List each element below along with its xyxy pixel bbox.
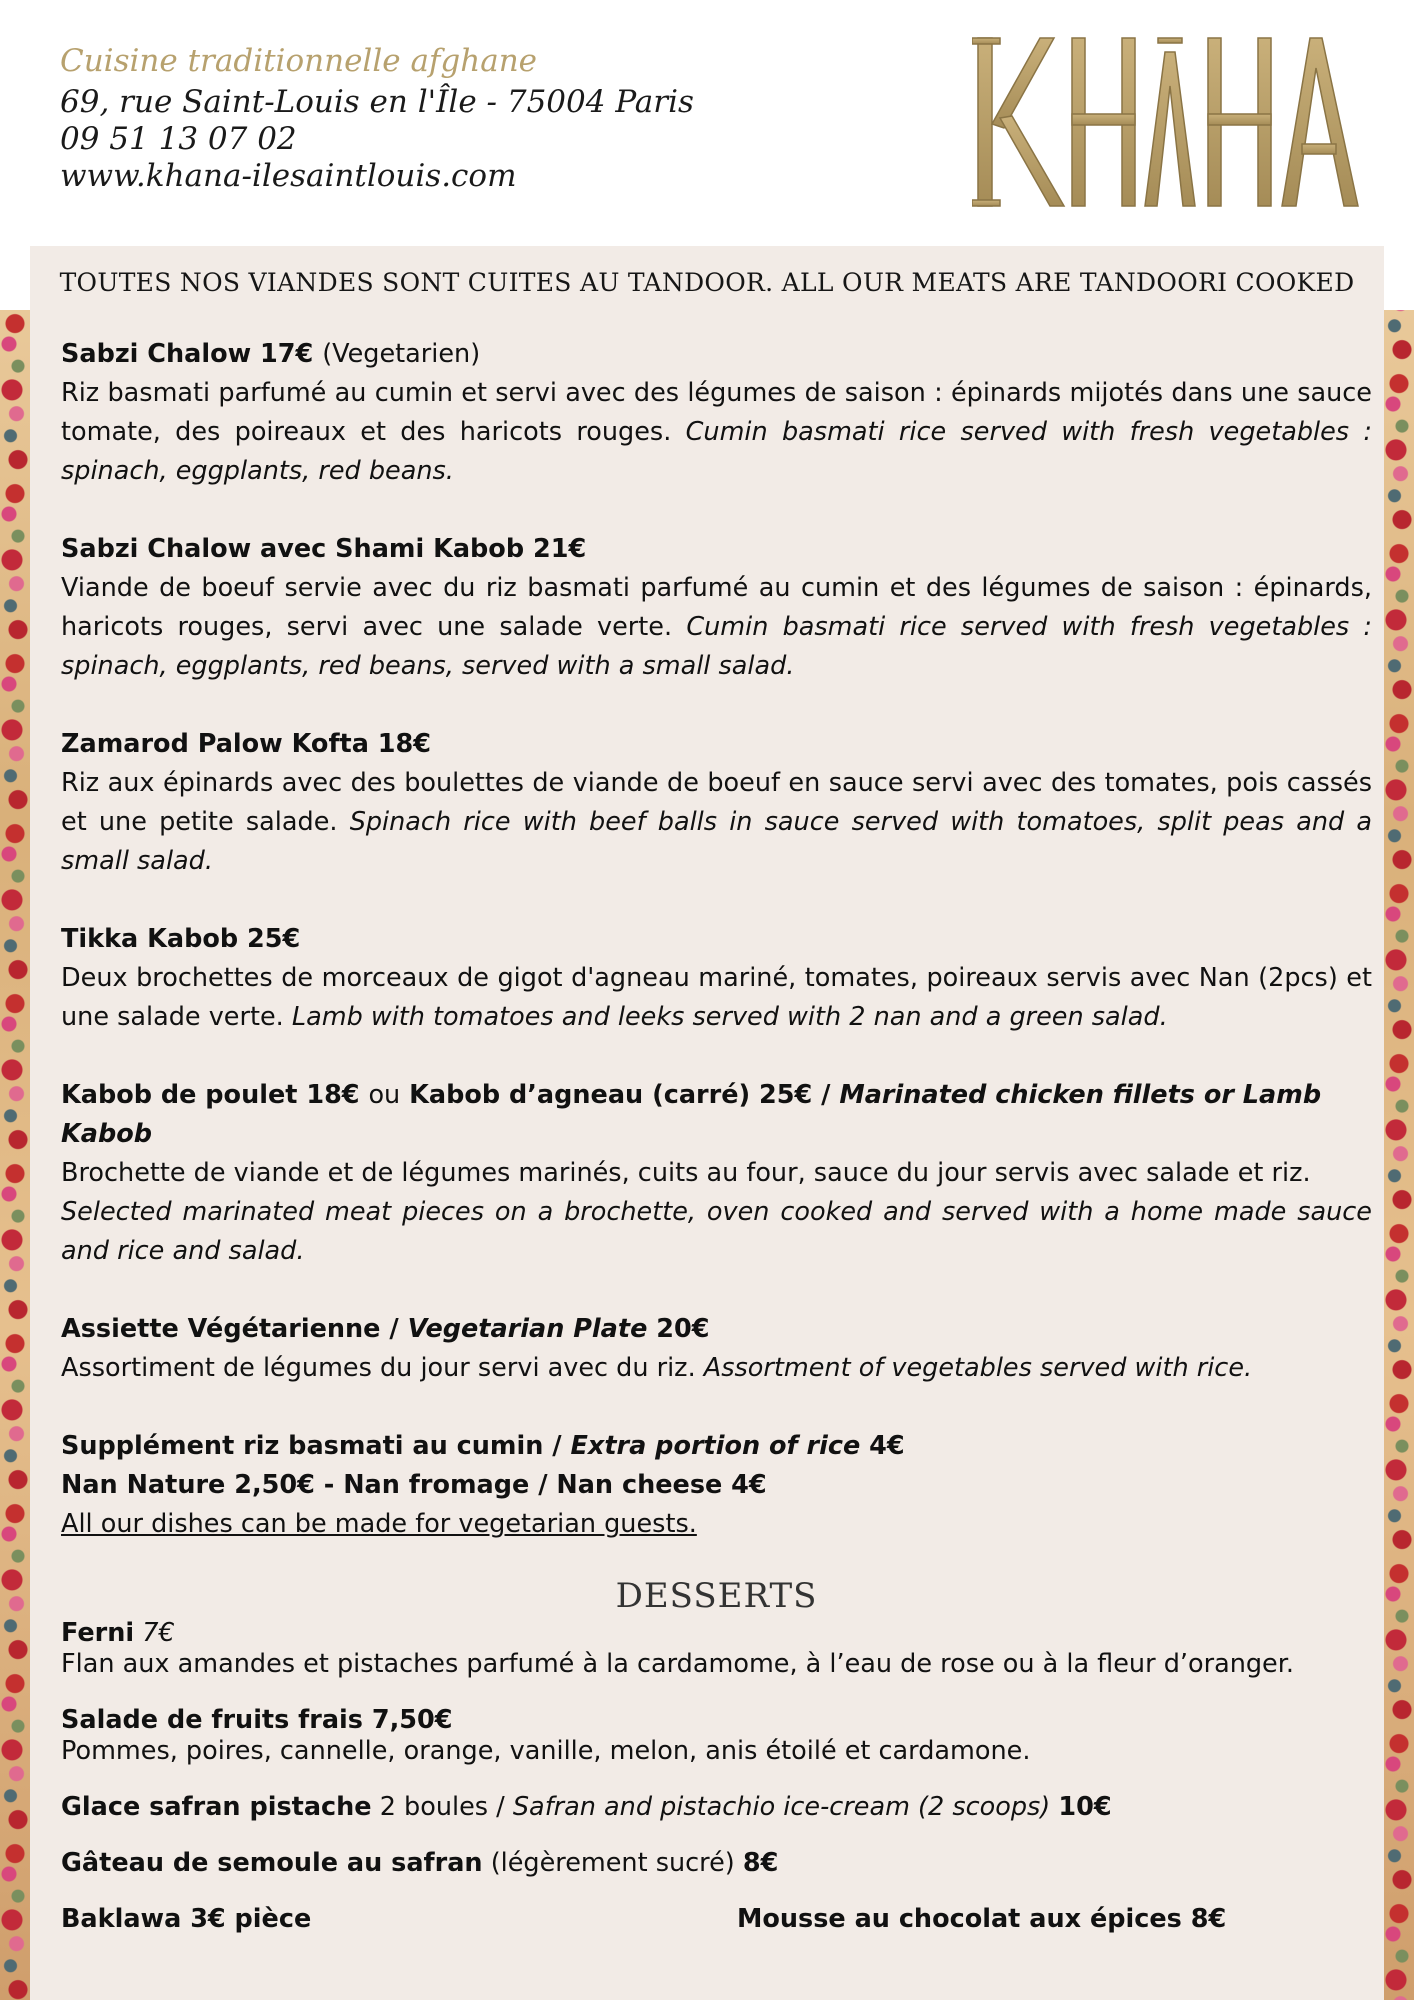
desc-en: Spinach rice with beef balls in sauce served with tomatoes, split peas and a small salad. [61, 807, 1373, 876]
dessert-ice-cream [61, 1792, 1372, 1823]
item-tag: (Vegetarien) [322, 339, 481, 369]
item-name: Sabzi Chalow 17€ [61, 339, 314, 369]
dessert-price: 7€ [142, 1618, 175, 1648]
dessert-description: Flan aux amandes et pistaches parfumé à la cardamome, à l’eau de rose ou à la fleur d’oranger. [61, 1649, 1294, 1679]
floral-border-right [1384, 310, 1414, 2000]
item-title: Sabzi Chalow avec Shami Kabob 21€ [61, 534, 587, 564]
dessert-price: 10€ [1058, 1792, 1112, 1822]
desc-en: Assortment of vegetables served with rice. [703, 1353, 1253, 1383]
dessert-price: 8€ [742, 1848, 779, 1878]
item-name-lamb: Kabob d’agneau (carré) 25€ / [409, 1080, 831, 1110]
extra-rice-fr: Supplément riz basmati au cumin / [61, 1431, 562, 1461]
item-title [61, 1076, 1372, 1154]
extra-rice-price: 4€ [869, 1431, 905, 1461]
extra-rice [61, 1427, 1372, 1466]
item-or: ou [368, 1080, 401, 1110]
desc-en: Lamb with tomatoes and leeks served with 2 nan and a green salad. [291, 1002, 1168, 1032]
item-title [61, 335, 1372, 374]
dessert-baklawa: Baklawa 3€ pièce [61, 1904, 312, 1934]
dessert-semolina-cake [61, 1848, 1372, 1879]
header [0, 0, 1414, 245]
dessert-fruit-salad [61, 1705, 1372, 1767]
desc-en: Cumin basmati rice served with fresh vegetables : spinach, eggplants, red beans. [61, 417, 1372, 486]
item-title: Tikka Kabob 25€ [61, 924, 301, 954]
desc-fr: Riz aux épinards avec des boulettes de viande de boeuf en sauce servi avec des tomates, pois cassés et une petite salade. [61, 768, 1372, 837]
item-description [61, 764, 1372, 881]
item-name-en: Marinated chicken fillets or Lamb Kabob [61, 1080, 1322, 1149]
tagline: Cuisine traditionnelle afghane [60, 43, 538, 79]
dessert-name: Salade de fruits frais 7,50€ [61, 1705, 453, 1735]
floral-border-left [0, 310, 30, 2000]
dessert-detail: (légèrement sucré) [490, 1848, 735, 1878]
dessert-name-en: Safran and pistachio ice-cream (2 scoops) [512, 1792, 1051, 1822]
desc-en: Selected marinated meat pieces on a brochette, oven cooked and served with a home made sauce and rice and salad. [61, 1197, 1372, 1266]
item-title [61, 1310, 1372, 1349]
dessert-mousse: Mousse au chocolat aux épices 8€ [737, 1904, 1227, 1934]
desc-fr: Riz basmati parfumé au cumin et servi avec des légumes de saison : épinards mijotés dans une sauce tomate, des poireaux et des haricots rouges. [61, 378, 1372, 447]
item-description [61, 569, 1372, 686]
item-description [61, 1349, 1372, 1388]
address: 69, rue Saint-Louis en l'Île - 75004 Paris [60, 84, 694, 120]
dessert-detail: 2 boules / [379, 1792, 505, 1822]
dessert-name: Glace safran pistache [61, 1792, 372, 1822]
item-name-en: Vegetarian Plate [407, 1314, 648, 1344]
item-description [61, 959, 1372, 1037]
desc-fr: Brochette de viande et de légumes marinés, cuits au four, sauce du jour servis avec salade et riz. [61, 1158, 1311, 1188]
dessert-name: Ferni [61, 1618, 135, 1648]
khana-logo [972, 32, 1364, 212]
item-description [61, 1154, 1372, 1271]
dessert-last-row [61, 1904, 1372, 1935]
item-name-chicken: Kabob de poulet 18€ [61, 1080, 360, 1110]
menu-item-sabzi-shami [61, 530, 1372, 686]
desc-fr: Viande de boeuf servie avec du riz basmati parfumé au cumin et des légumes de saison : épinards, haricots rouges, servi avec une salade verte. [61, 573, 1372, 642]
menu-item-tikka [61, 920, 1372, 1037]
item-name: Assiette Végétarienne / [61, 1314, 399, 1344]
menu-item-kabob [61, 1076, 1372, 1271]
item-title: Zamarod Palow Kofta 18€ [61, 729, 432, 759]
menu-item-zamarod [61, 725, 1372, 881]
dessert-name: Gâteau de semoule au safran [61, 1848, 483, 1878]
tandoor-notice: TOUTES NOS VIANDES SONT CUITES AU TANDOOR. ALL OUR MEATS ARE TANDOORI COOKED [59, 268, 1355, 297]
dessert-ferni [61, 1618, 1372, 1680]
desc-en: Cumin basmati rice served with fresh vegetables : spinach, eggplants, red beans, served with a small salad. [61, 612, 1372, 681]
vegetarian-note: All our dishes can be made for vegetarian guests. [61, 1509, 697, 1539]
desserts-title: DESSERTS [615, 1576, 818, 1616]
dessert-description: Pommes, poires, cannelle, orange, vanille, melon, anis étoilé et cardamone. [61, 1736, 1031, 1766]
extra-nan: Nan Nature 2,50€ - Nan fromage / Nan cheese 4€ [61, 1470, 767, 1500]
desc-fr: Assortiment de légumes du jour servi avec du riz. [61, 1353, 696, 1383]
item-description [61, 374, 1372, 491]
restaurant-info [60, 38, 694, 195]
menu-list [61, 335, 1372, 1960]
desc-fr: Deux brochettes de morceaux de gigot d'agneau mariné, tomates, poireaux servis avec Nan (2pcs) et une salade verte. [61, 963, 1372, 1032]
website[interactable]: www.khana-ilesaintlouis.com [60, 158, 517, 194]
extras [61, 1427, 1372, 1544]
menu-item-vegetarian-plate [61, 1310, 1372, 1388]
phone: 09 51 13 07 02 [60, 121, 297, 157]
extra-rice-en: Extra portion of rice [570, 1431, 861, 1461]
menu-item-sabzi-chalow [61, 335, 1372, 491]
item-price: 20€ [656, 1314, 710, 1344]
